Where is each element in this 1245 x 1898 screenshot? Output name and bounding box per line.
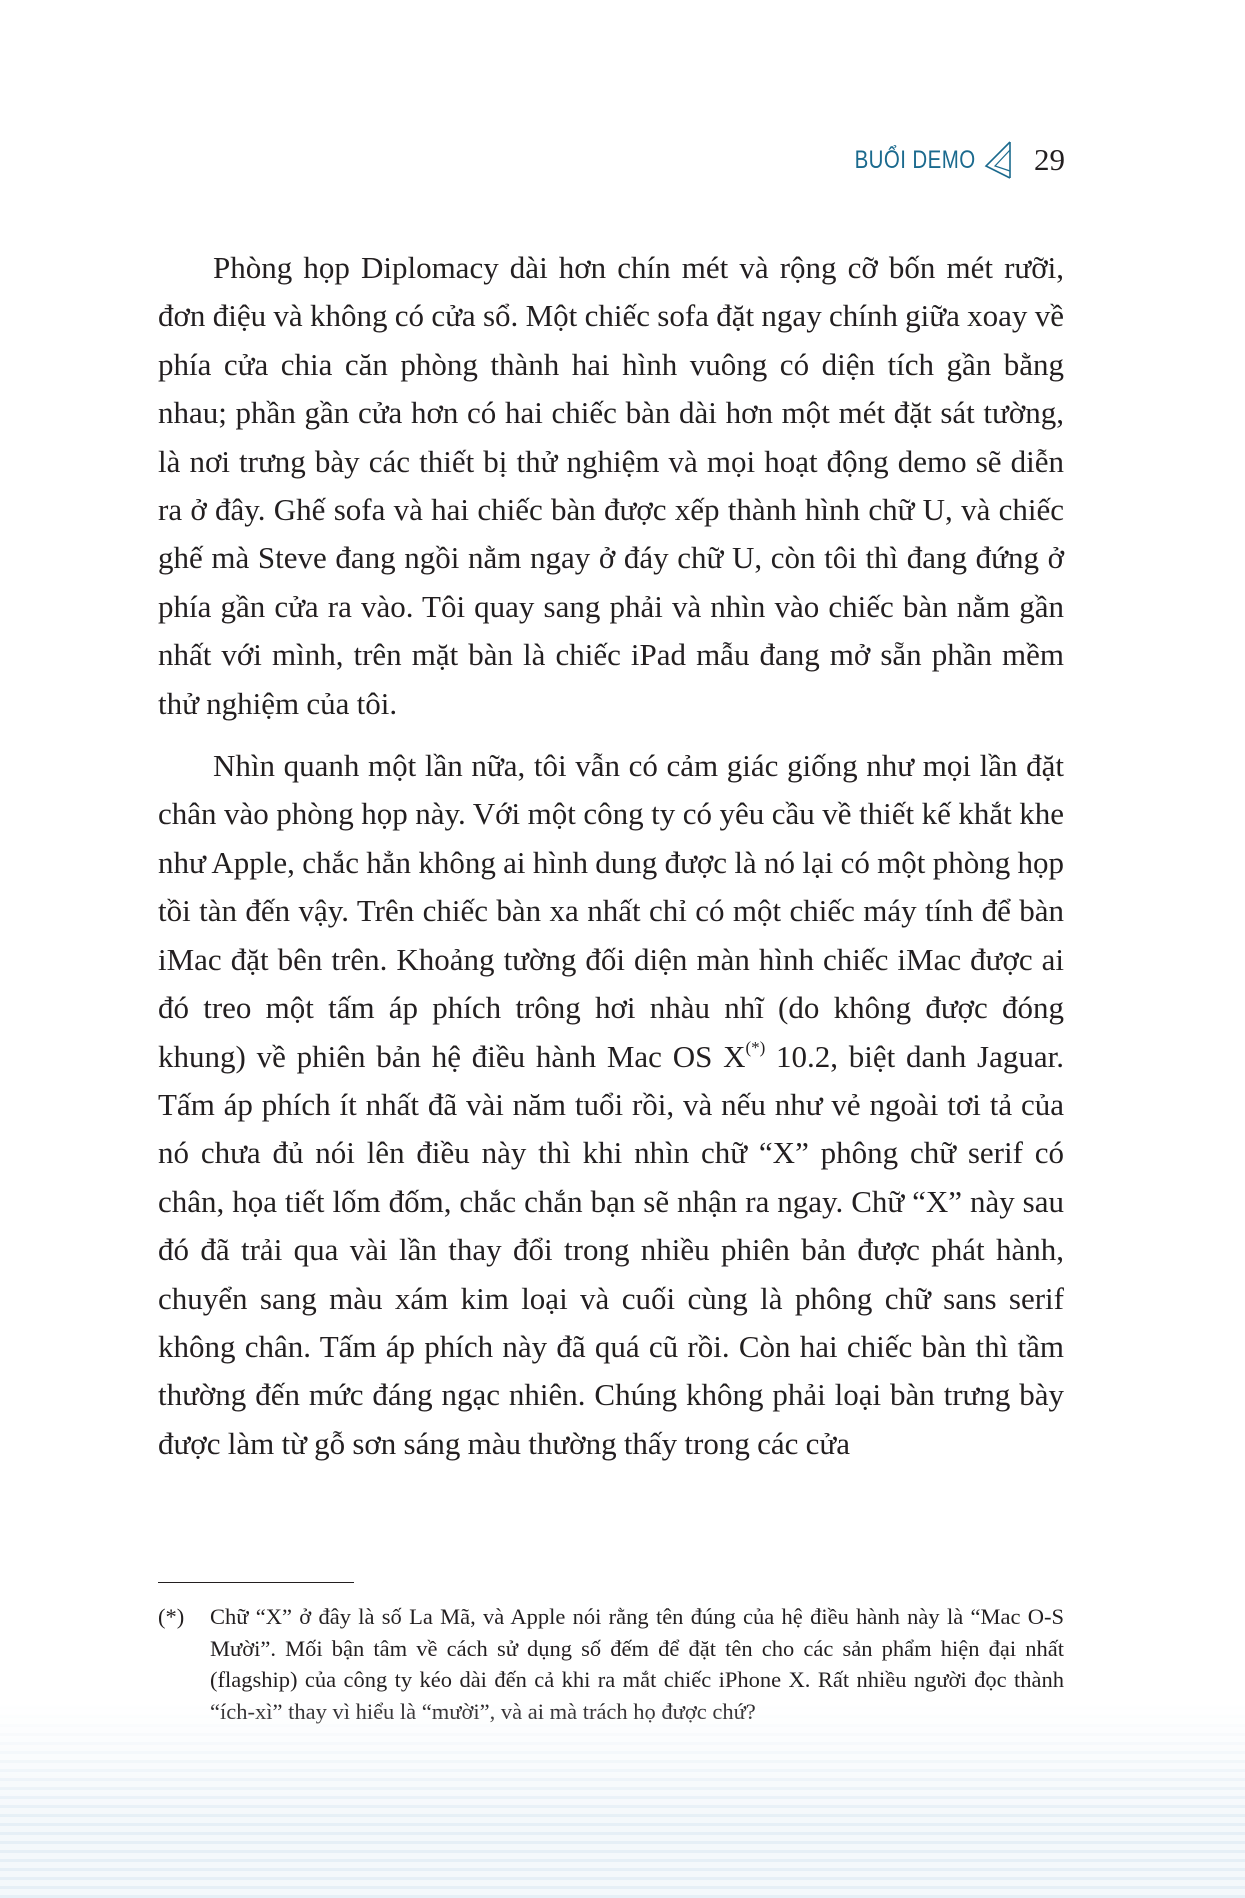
paragraph: Phòng họp Diplomacy dài hơn chín mét và rộng cỡ bốn mét rưỡi, đơn điệu và không có cửa sổ. Một chiếc sofa đặt ngay chính giữa xoay về phía cửa chia căn phòng thành hai hình vuông có diện tích gần bằng nhau; phần gần cửa hơn có hai chiếc bàn dài hơn một mét đặt sát tường, là nơi trưng bày các thiết bị thử nghiệm và mọi hoạt động demo sẽ diễn ra ở đây. Ghế sofa và hai chiếc bàn được xếp thành hình chữ U, và chiếc ghế mà Steve đang ngồi nằm ngay ở đáy chữ U, còn tôi thì đang đứng ở phía gần cửa ra vào. Tôi quay sang phải và nhìn vào chiếc bàn nằm gần nhất với mình, trên mặt bàn là chiếc iPad mẫu đang mở sẵn phần mềm thử nghiệm của tôi. bbox=[158, 250, 1064, 721]
body-text bbox=[158, 244, 1064, 1468]
chapter-title: BUỔI DEMO bbox=[854, 145, 976, 174]
paragraph-text: Nhìn quanh một lần nữa, tôi vẫn có cảm giác giống như mọi lần đặt chân vào phòng họp này. Với một công ty có yêu cầu về thiết kế khắt khe như Apple, chắc hẳn không ai hình dung được là nó lại có một phòng họp tồi tàn đến vậy. Trên chiếc bàn xa nhất chỉ có một chiếc máy tính để bàn iMac đặt bên trên. Khoảng tường đối diện màn hình chiếc iMac được ai đó treo một tấm áp phích trông hơi nhàu nhĩ (do không được đóng khung) về phiên bản hệ điều hành Mac OS X bbox=[158, 748, 1064, 1074]
page-number: 29 bbox=[1034, 142, 1065, 177]
paragraph-text: 10.2, biệt danh Jaguar. Tấm áp phích ít nhất đã vài năm tuổi rồi, và nếu như vẻ ngoài tơi tả của nó chưa đủ nói lên điều này thì khi nhìn chữ “X” phông chữ serif có chân, họa tiết lốm đốm, chắc chắn bạn sẽ nhận ra ngay. Chữ “X” này sau đó đã trải qua vài lần thay đổi trong nhiều phiên bản được phát hành, chuyển sang màu xám kim loại và cuối cùng là phông chữ sans serif không chân. Tấm áp phích này đã quá cũ rồi. Còn hai chiếc bàn thì tầm thường đến mức đáng ngạc nhiên. Chúng không phải loại bàn trưng bày được làm từ gỗ sơn sáng màu thường thấy trong các cửa bbox=[158, 1038, 1064, 1461]
decorative-stripe-band bbox=[0, 1700, 1245, 1898]
footnote-reference: (*) bbox=[745, 1037, 766, 1057]
footnote-divider bbox=[158, 1582, 354, 1583]
footnote-text: Chữ “X” ở đây là số La Mã, và Apple nói rằng tên đúng của hệ điều hành này là “Mac O-S Mười”. Mối bận tâm về cách sử dụng số đếm để đặt tên cho các sản phẩm hiện đại nhất (flagship) của công ty kéo dài đến cả khi ra mắt chiếc iPhone X. Rất nhiều người đọc thành bbox=[210, 1604, 1064, 1692]
running-header bbox=[828, 140, 1065, 180]
book-page-corner-icon bbox=[980, 140, 1024, 180]
footnote-marker: (*) bbox=[158, 1604, 185, 1629]
paragraph bbox=[158, 742, 1064, 1468]
